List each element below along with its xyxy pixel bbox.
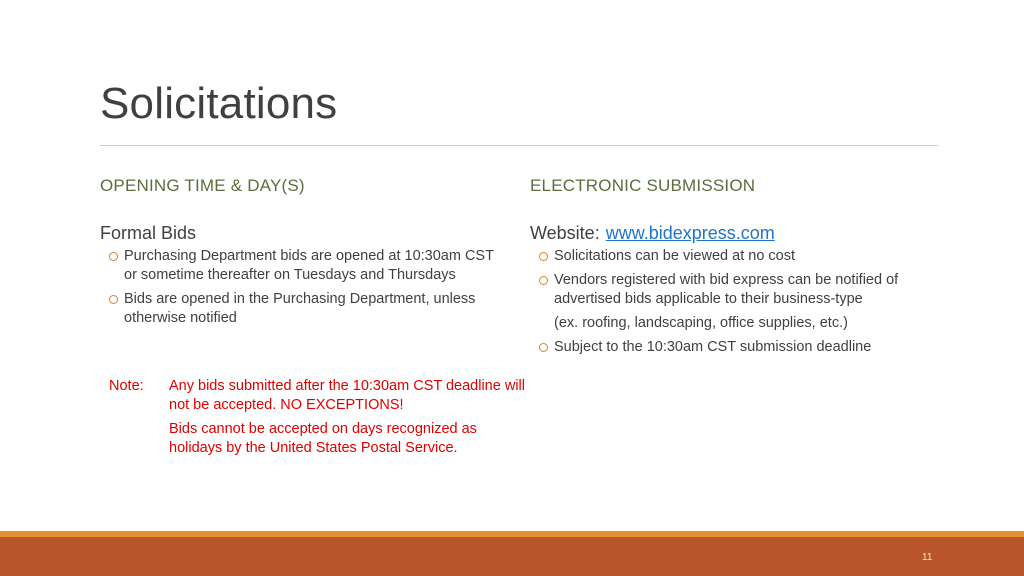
footer-bar (0, 537, 1024, 576)
bullet-text: Purchasing Department bids are opened at 10:30am CST or sometime thereafter on Tuesdays and Thursdays (124, 248, 494, 283)
note-text-deadline: Any bids submitted after the 10:30am CST deadline will not be accepted. NO EXCEPTIONS! (169, 378, 525, 413)
hollow-circle-bullet-icon (109, 252, 118, 261)
bullet-text: Solicitations can be viewed at no cost (554, 248, 795, 264)
left-column-heading: OPENING TIME & DAY(S) (100, 176, 305, 195)
note-text-holidays: Bids cannot be accepted on days recognized as holidays by the United States Postal Service. (169, 421, 477, 456)
hollow-circle-bullet-icon (539, 343, 548, 352)
opening-time-bullet-list (100, 247, 510, 328)
note-label: Note: (109, 378, 144, 394)
hollow-circle-bullet-icon (539, 276, 548, 285)
formal-bids-subheading: Formal Bids (100, 223, 197, 243)
bullet-text: Subject to the 10:30am CST submission deadline (554, 339, 872, 355)
bullet-text: Bids are opened in the Purchasing Department, unless otherwise notified (124, 291, 476, 326)
list-item (530, 338, 950, 357)
website-label: Website: (530, 223, 600, 243)
electronic-submission-bullet-list (530, 247, 950, 309)
bullet-text: Vendors registered with bid express can be notified of advertised bids applicable to their business-type (554, 272, 899, 307)
deadline-bullet-list (530, 338, 950, 357)
list-item (530, 247, 950, 266)
title-divider (100, 145, 938, 146)
right-column-heading: ELECTRONIC SUBMISSION (530, 176, 756, 195)
right-column (530, 175, 950, 362)
hollow-circle-bullet-icon (109, 295, 118, 304)
slide-title: Solicitations (100, 79, 338, 128)
hollow-circle-bullet-icon (539, 252, 548, 261)
page-number: 11 (922, 552, 933, 563)
example-business-types: (ex. roofing, landscaping, office supplies, etc.) (554, 315, 848, 331)
bidexpress-link[interactable]: www.bidexpress.com (605, 223, 775, 243)
list-item (100, 290, 510, 328)
left-column (100, 175, 510, 333)
deadline-note (109, 377, 529, 463)
list-item (100, 247, 510, 285)
list-item (530, 271, 950, 309)
website-line (530, 222, 950, 244)
